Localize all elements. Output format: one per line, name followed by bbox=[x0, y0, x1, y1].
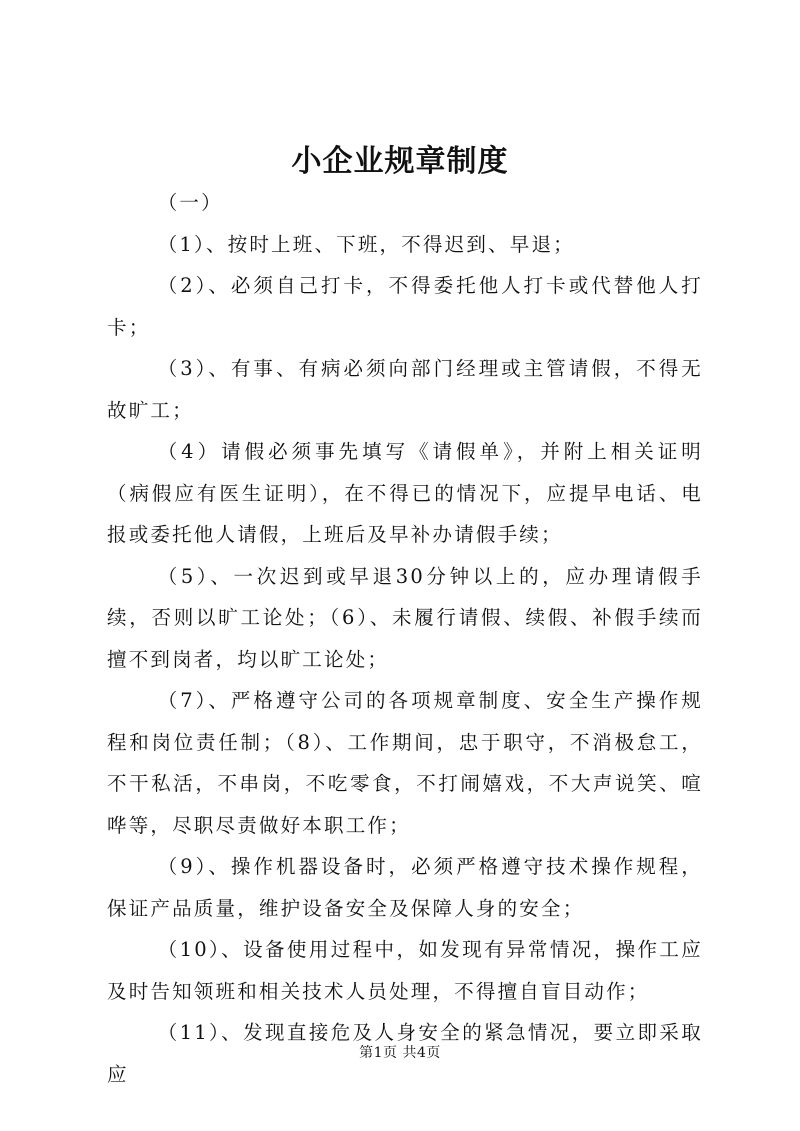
paragraph-rule-5-6: （5）、一次迟到或早退30分钟以上的，应办理请假手续，否则以旷工论处；（6）、未履行请假、续假、补假手续而擅不到岗者，均以旷工论处； bbox=[107, 564, 703, 671]
paragraph-rule-11: （11）、发现直接危及人身安全的紧急情况，要立即采取应 bbox=[107, 1021, 703, 1086]
paragraph-rule-4: （4）请假必须事先填写《请假单》，并附上相关证明（病假应有医生证明），在不得已的情况下，应提早电话、电报或委托他人请假，上班后及早补办请假手续； bbox=[107, 440, 703, 546]
paragraph-rule-10: （10）、设备使用过程中，如发现有异常情况，操作工应及时告知领班和相关技术人员处理，不得擅自盲目动作； bbox=[107, 938, 703, 1003]
paragraph-rule-7-8: （7）、严格遵守公司的各项规章制度、安全生产操作规程和岗位责任制；（8）、工作期间，忠于职守，不消极怠工，不干私活，不串岗，不吃零食，不打闹嬉戏，不大声说笑、喧哗等，尽职尽责做好本职工作； bbox=[107, 689, 703, 837]
page-footer: 第1页 共4页 bbox=[359, 1045, 441, 1061]
document-body bbox=[107, 182, 703, 1095]
paragraph-rule-2: （2）、必须自己打卡，不得委托他人打卡或代替他人打卡； bbox=[107, 274, 703, 339]
paragraph-rule-1: （1）、按时上班、下班，不得迟到、早退； bbox=[157, 232, 575, 256]
paragraph-rule-9: （9）、操作机器设备时，必须严格遵守技术操作规程，保证产品质量，维护设备安全及保障人身的安全； bbox=[107, 855, 703, 920]
paragraph-rule-3: （3）、有事、有病必须向部门经理或主管请假，不得无故旷工； bbox=[107, 357, 703, 422]
document-title: 小企业规章制度 bbox=[291, 144, 509, 179]
paragraph-section-heading: （一） bbox=[157, 191, 223, 214]
